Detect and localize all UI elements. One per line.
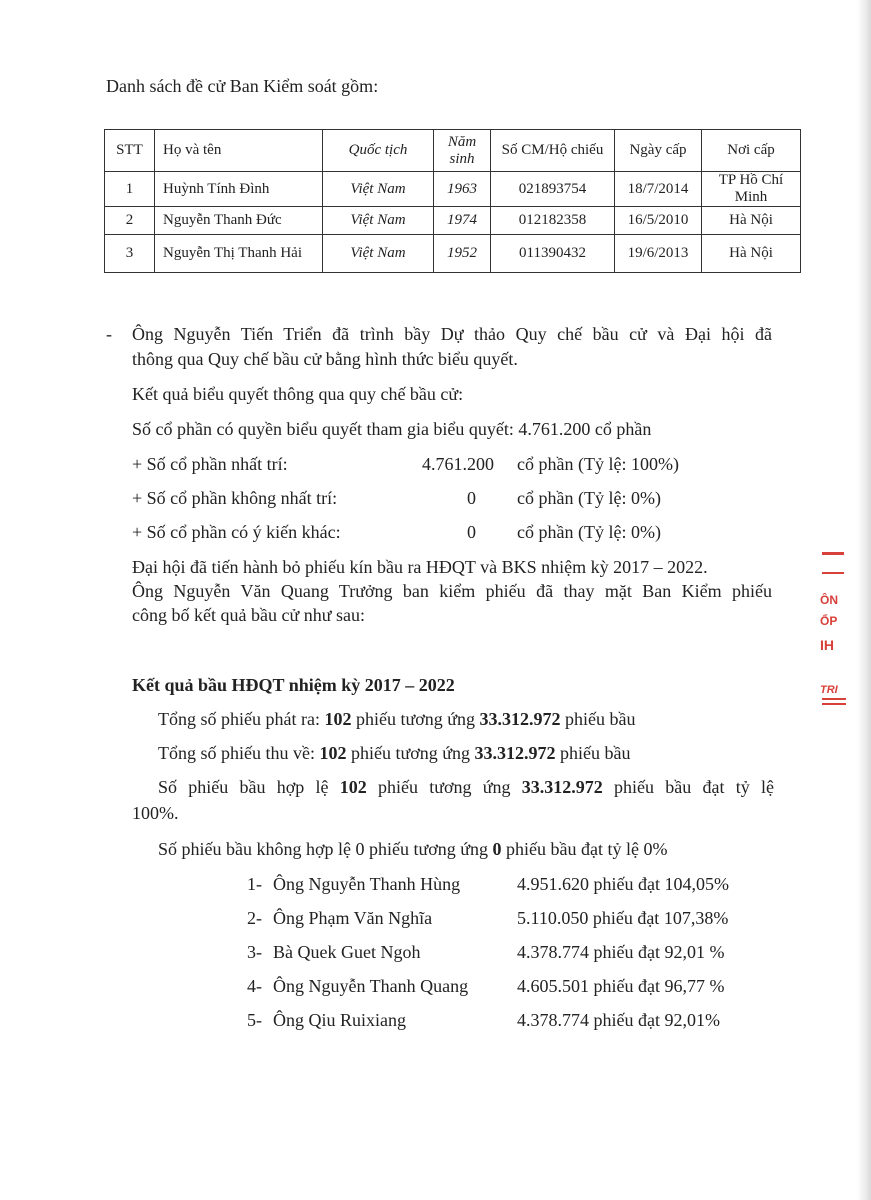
candidate-result: 4.605.501 phiếu đạt 96,77 % [517, 976, 725, 996]
table-cell: 3 [105, 235, 155, 273]
table-header-cell: Họ và tên [155, 130, 323, 172]
vote-value: 0 [467, 522, 476, 542]
text: phiếu bầu [560, 709, 636, 729]
paragraph-line: Ông Nguyễn Văn Quang Trưởng ban kiểm phiếu đã thay mặt Ban Kiểm phiếu [132, 581, 772, 601]
nominee-list-intro: Danh sách đề cử Ban Kiểm soát gồm: [106, 76, 379, 96]
table-cell: TP Hồ Chí Minh [702, 172, 801, 207]
table-row [105, 235, 801, 273]
table-cell: Hà Nội [702, 207, 801, 235]
seal-line [822, 552, 844, 555]
candidate-name: Ông Nguyễn Thanh Quang [273, 976, 469, 996]
seal-text: TRI [820, 684, 838, 696]
candidate-result: 4.378.774 phiếu đạt 92,01% [517, 1010, 720, 1030]
table-header-cell: Quốc tịch [323, 130, 434, 172]
vote-unit: cổ phần (Tỷ lệ: 100%) [517, 454, 679, 474]
candidate-result: 4.378.774 phiếu đạt 92,01 % [517, 942, 725, 962]
vote-result-title: Kết quả biểu quyết thông qua quy chế bầu cử: [132, 384, 464, 404]
paragraph-line: công bố kết quả bầu cử như sau: [132, 605, 365, 625]
page-edge-shadow [857, 0, 871, 1200]
candidate-name: Ông Nguyễn Thanh Hùng [273, 874, 461, 894]
table-header-cell: Nơi cấp [702, 130, 801, 172]
text: phiếu bầu [555, 743, 631, 763]
table-header-cell: Ngày cấp [615, 130, 702, 172]
supervisory-board-nominee-table [104, 129, 801, 273]
table-cell: 19/6/2013 [615, 235, 702, 273]
bullet-dash: - [106, 324, 112, 344]
valid-ballots-percent: 100%. [132, 803, 179, 823]
valid-ballots-line [158, 776, 774, 798]
table-cell: Hà Nội [702, 235, 801, 273]
vote-unit: cổ phần (Tỷ lệ: 0%) [517, 522, 661, 542]
table-header-cell: Năm sinh [434, 130, 491, 172]
table-cell: 1963 [434, 172, 491, 207]
table-cell: 1974 [434, 207, 491, 235]
table-header-cell: Số CM/Hộ chiếu [491, 130, 615, 172]
vote-count: 33.312.972 [479, 709, 561, 729]
text: phiếu bầu đạt tỷ lệ [602, 777, 774, 797]
seal-line [822, 698, 846, 700]
board-election-title: Kết quả bầu HĐQT nhiệm kỳ 2017 – 2022 [132, 675, 455, 695]
vote-unit: cổ phần (Tỷ lệ: 0%) [517, 488, 661, 508]
vote-value: 4.761.200 [422, 454, 494, 474]
voting-shares-line: Số cổ phần có quyền biểu quyết tham gia biểu quyết: 4.761.200 cổ phần [132, 419, 652, 439]
invalid-ballots-line [158, 838, 668, 860]
candidate-index: 1- [247, 874, 262, 894]
text: Tổng số phiếu thu về: [158, 743, 320, 763]
paragraph-line: Đại hội đã tiến hành bỏ phiếu kín bầu ra HĐQT và BKS nhiệm kỳ 2017 – 2022. [132, 557, 708, 577]
vote-value: 0 [467, 488, 476, 508]
ballot-count: 102 [319, 743, 347, 763]
candidate-index: 3- [247, 942, 262, 962]
candidate-result: 4.951.620 phiếu đạt 104,05% [517, 874, 729, 894]
vote-label: + Số cổ phần nhất trí: [132, 454, 288, 474]
text: Tổng số phiếu phát ra: [158, 709, 325, 729]
text: Số phiếu bầu hợp lệ [158, 777, 340, 797]
ballots-issued-line [158, 708, 635, 730]
table-cell: 18/7/2014 [615, 172, 702, 207]
text: phiếu bầu đạt tỷ lệ 0% [501, 839, 668, 859]
table-header-row [105, 130, 801, 172]
seal-line [822, 572, 844, 574]
seal-text: ÔN [820, 593, 838, 607]
table-cell: 1 [105, 172, 155, 207]
table-cell: 011390432 [491, 235, 615, 273]
paragraph-line: Ông Nguyễn Tiến Triển đã trình bầy Dự thảo Quy chế bầu cử và Đại hội đã [132, 324, 772, 344]
paragraph-line: thông qua Quy chế bầu cử bằng hình thức biểu quyết. [132, 349, 518, 369]
vote-count: 33.312.972 [474, 743, 556, 763]
ballot-count: 102 [324, 709, 352, 729]
text: phiếu tương ứng [366, 777, 522, 797]
candidate-index: 5- [247, 1010, 262, 1030]
vote-count: 33.312.972 [521, 777, 603, 797]
table-cell: Việt Nam [323, 172, 434, 207]
table-row [105, 207, 801, 235]
text: phiếu tương ứng [346, 743, 475, 763]
table-cell: Việt Nam [323, 235, 434, 273]
candidate-name: Ông Phạm Văn Nghĩa [273, 908, 433, 928]
table-cell: 16/5/2010 [615, 207, 702, 235]
candidate-name: Ông Qiu Ruixiang [273, 1010, 406, 1030]
table-header-cell: STT [105, 130, 155, 172]
vote-count: 0 [492, 839, 502, 859]
table-cell: 2 [105, 207, 155, 235]
table-cell: 012182358 [491, 207, 615, 235]
seal-text: IH [820, 637, 834, 653]
text: Số phiếu bầu không hợp lệ 0 phiếu tương ứng [158, 839, 493, 859]
table-cell: Việt Nam [323, 207, 434, 235]
ballots-collected-line [158, 742, 631, 764]
table-row [105, 172, 801, 207]
table-cell: 1952 [434, 235, 491, 273]
text: phiếu tương ứng [351, 709, 480, 729]
table-cell: Nguyễn Thanh Đức [155, 207, 323, 235]
candidate-index: 2- [247, 908, 262, 928]
vote-label: + Số cổ phần không nhất trí: [132, 488, 338, 508]
candidate-index: 4- [247, 976, 262, 996]
ballot-count: 102 [339, 777, 367, 797]
table-cell: 021893754 [491, 172, 615, 207]
candidate-name: Bà Quek Guet Ngoh [273, 942, 421, 962]
table-cell: Huỳnh Tính Đình [155, 172, 323, 207]
table-cell: Nguyễn Thị Thanh Hải [155, 235, 323, 273]
seal-line [822, 703, 846, 705]
seal-text: ỔP [820, 614, 838, 628]
candidate-result: 5.110.050 phiếu đạt 107,38% [517, 908, 729, 928]
vote-label: + Số cổ phần có ý kiến khác: [132, 522, 341, 542]
